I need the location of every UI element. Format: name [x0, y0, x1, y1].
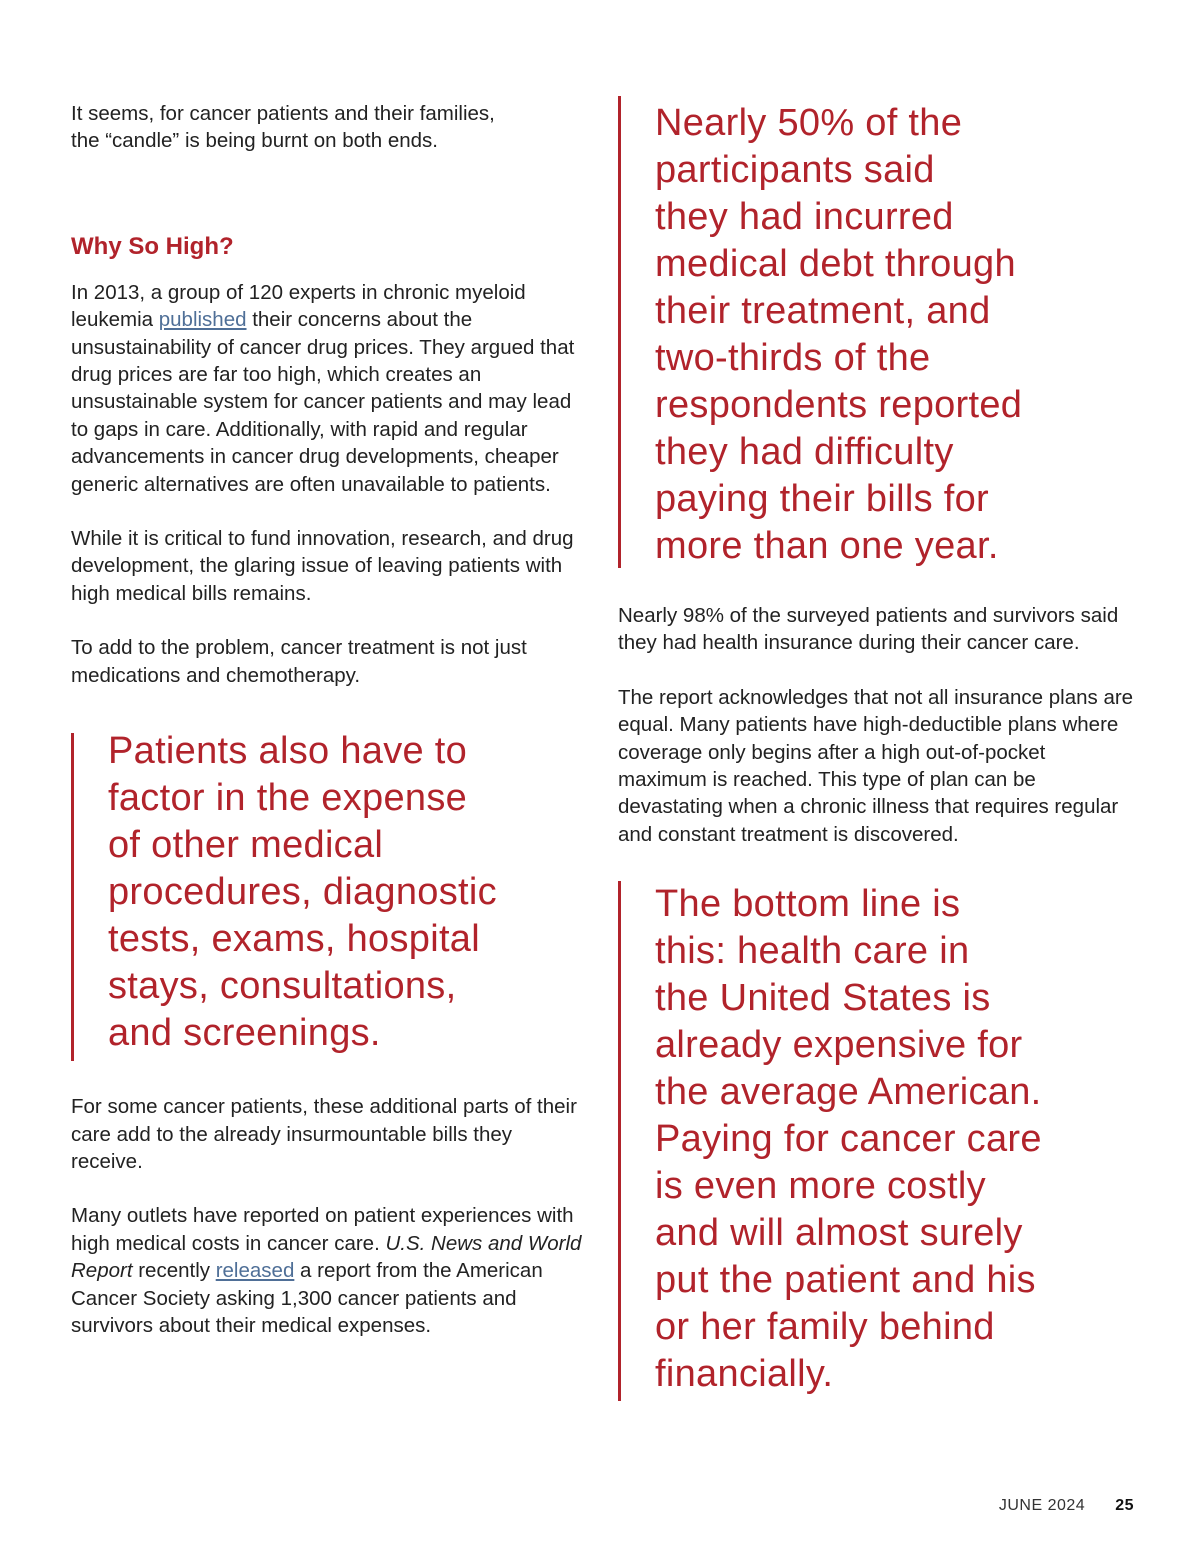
pullquote-line: already expensive for [655, 1024, 1023, 1067]
intro-paragraph [71, 100, 586, 155]
pullquote-line: of other medical [108, 824, 384, 867]
pullquote-line: more than one year. [655, 525, 999, 567]
left-column [71, 100, 586, 1339]
pullquote-line: Patients also have to [108, 730, 468, 773]
pullquote-line: they had difficulty [655, 431, 954, 473]
paragraph-experts [71, 279, 586, 498]
intro-line-1: It seems, for cancer patients and their families, [71, 102, 495, 125]
paragraph-plans: The report acknowledges that not all insurance plans are equal. Many patients have high-deductible plans where coverage only begins after a high out-of-pocket maximum is reached. This type of plan can be devastating when a chronic illness that requires regular and constant treatment is discovered. [618, 685, 1134, 846]
pullquote-expenses-text [108, 728, 586, 1057]
paragraph-problem: To add to the problem, cancer treatment is not just medications and chemotherapy. [71, 636, 527, 687]
paragraph-outlets-text-2: recently [132, 1259, 216, 1283]
pullquote-line: financially. [655, 1353, 834, 1396]
pullquote-line: The bottom line is [655, 883, 961, 926]
pullquote-bottom-line [618, 881, 1138, 1401]
pullquote-line: medical debt through [655, 243, 1016, 285]
right-column [618, 96, 1138, 1401]
pullquote-line: procedures, diagnostic [108, 871, 497, 914]
pullquote-line: their treatment, and [655, 290, 991, 332]
pullquote-line: paying their bills for [655, 478, 989, 520]
pullquote-line: and will almost surely [655, 1212, 1023, 1255]
publication-name: U.S. News and World Report [71, 1231, 582, 1283]
pullquote-line: put the patient and his [655, 1259, 1036, 1302]
paragraph-insurance: Nearly 98% of the surveyed patients and survivors said they had health insurance during their cancer care. [618, 604, 1119, 655]
pullquote-line: this: health care in [655, 930, 970, 973]
paragraph-outlets-text-3: a report from the American Cancer Society asking 1,300 cancer patients and survivors about their medical expenses. [71, 1259, 543, 1337]
published-link[interactable]: published [158, 308, 247, 332]
pullquote-medical-debt [618, 96, 1138, 568]
paragraph-experts-text-1: In 2013, a group of 120 experts in chronic myeloid leukemia [71, 280, 526, 332]
pullquote-line: or her family behind [655, 1306, 995, 1349]
section-heading: Why So High? [71, 232, 234, 260]
paragraph-experts-text-2: their concerns about the unsustainability of cancer drug prices. They argued that drug prices are far too high, which creates an unsustainable system for cancer patients and may lead to gaps in care. Additionally, with rapid and regular advancements in cancer drug developments, cheaper generic alternatives are often unavailable to patients. [71, 308, 575, 496]
pullquote-line: respondents reported [655, 384, 1023, 426]
paragraph-innovation: While it is critical to fund innovation, research, and drug development, the glaring issue of leaving patients with high medical bills remains. [71, 527, 574, 605]
pullquote-medical-debt-text [655, 100, 1138, 570]
page-footer [999, 1497, 1134, 1515]
page-number: 25 [1115, 1497, 1134, 1514]
paragraph-outlets-text-1: Many outlets have reported on patient experiences with high medical costs in cancer care. [71, 1204, 574, 1255]
pullquote-line: two-thirds of the [655, 337, 931, 379]
pullquote-line: factor in the expense [108, 777, 468, 820]
pullquote-line: the average American. [655, 1071, 1042, 1114]
pullquote-line: and screenings. [108, 1012, 381, 1055]
pullquote-line: tests, exams, hospital [108, 918, 480, 961]
intro-line-2: the “candle” is being burnt on both ends. [71, 129, 438, 153]
pullquote-bottom-line-text [655, 881, 1138, 1398]
pullquote-line: participants said [655, 149, 935, 191]
released-link[interactable]: released [215, 1259, 295, 1283]
pullquote-expenses [71, 730, 586, 1061]
paragraph-additional-parts: For some cancer patients, these additional parts of their care add to the already insurmountable bills they receive. [71, 1095, 577, 1173]
pullquote-line: Nearly 50% of the [655, 102, 963, 144]
pullquote-line: is even more costly [655, 1165, 986, 1208]
pullquote-line: Paying for cancer care [655, 1118, 1042, 1161]
pullquote-line: stays, consultations, [108, 965, 457, 1008]
pullquote-line: they had incurred [655, 196, 954, 238]
pullquote-line: the United States is [655, 977, 991, 1020]
issue-date: JUNE 2024 [998, 1497, 1086, 1514]
paragraph-outlets [71, 1202, 586, 1339]
